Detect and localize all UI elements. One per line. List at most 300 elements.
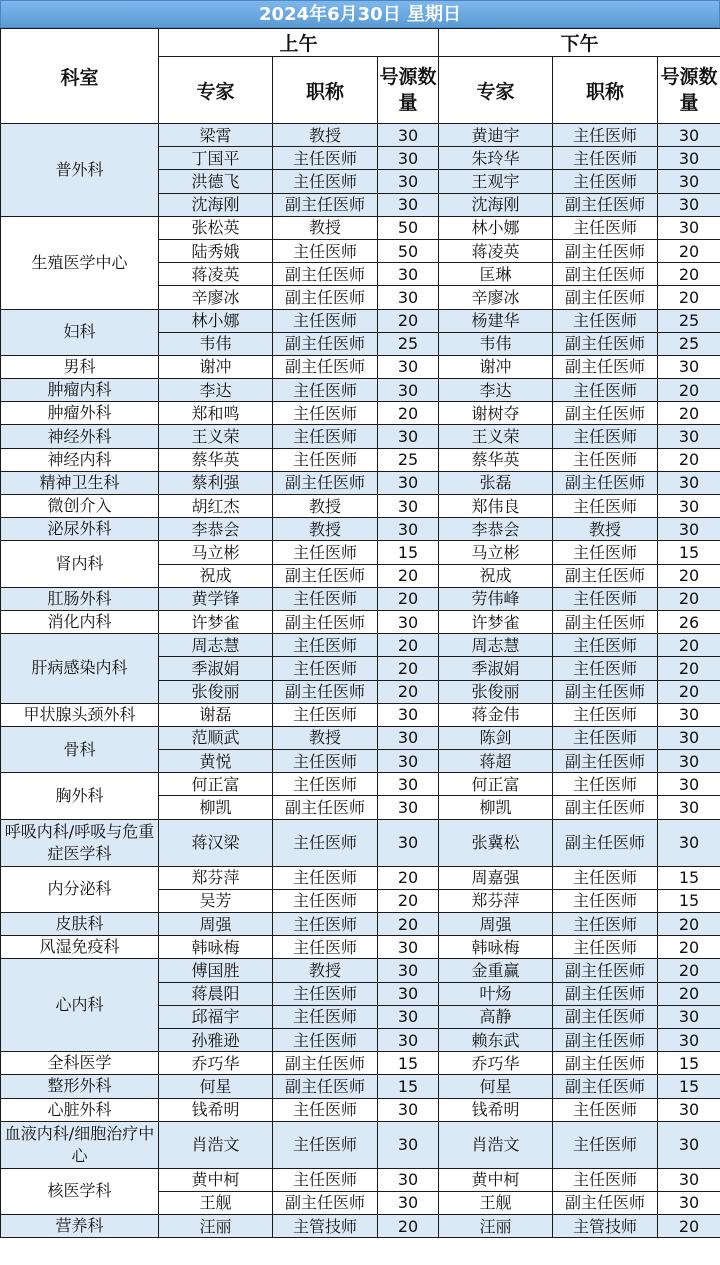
table-row bbox=[1, 936, 720, 959]
table-row bbox=[1, 703, 720, 726]
am-expert-cell: 李恭会 bbox=[159, 518, 273, 541]
department-name: 胸外科 bbox=[1, 773, 159, 819]
pm-count-cell: 30 bbox=[658, 147, 720, 170]
am-rank-cell: 主任医师 bbox=[273, 750, 378, 773]
am-rank-cell: 副主任医师 bbox=[273, 332, 378, 355]
am-rank-cell: 教授 bbox=[273, 495, 378, 518]
pm-count-cell: 20 bbox=[658, 286, 720, 309]
pm-expert-cell: 林小娜 bbox=[439, 216, 553, 239]
am-count-cell: 50 bbox=[378, 239, 439, 262]
am-expert-cell: 孙雅逊 bbox=[159, 1028, 273, 1051]
pm-rank-cell: 副主任医师 bbox=[553, 819, 658, 866]
pm-expert-cell: 钱希明 bbox=[439, 1098, 553, 1121]
pm-count-cell: 25 bbox=[658, 309, 720, 332]
am-rank-cell: 主任医师 bbox=[273, 1168, 378, 1191]
department-name: 生殖医学中心 bbox=[1, 216, 159, 309]
am-rank-cell: 主任医师 bbox=[273, 425, 378, 448]
am-rank-cell: 主任医师 bbox=[273, 1121, 378, 1168]
pm-rank-cell: 副主任医师 bbox=[553, 355, 658, 378]
table-row bbox=[1, 1052, 720, 1075]
pm-expert-cell: 匡琳 bbox=[439, 263, 553, 286]
header-afternoon: 下午 bbox=[439, 29, 720, 57]
am-expert-cell: 黄悦 bbox=[159, 750, 273, 773]
table-row bbox=[1, 610, 720, 633]
am-rank-cell: 副主任医师 bbox=[273, 1191, 378, 1214]
pm-expert-cell: 季淑娟 bbox=[439, 657, 553, 680]
table-row bbox=[1, 379, 720, 402]
pm-count-cell: 20 bbox=[658, 680, 720, 703]
pm-rank-cell: 主任医师 bbox=[553, 448, 658, 471]
department-name: 男科 bbox=[1, 355, 159, 378]
pm-count-cell: 30 bbox=[658, 773, 720, 796]
table-row bbox=[1, 1098, 720, 1121]
pm-count-cell: 20 bbox=[658, 379, 720, 402]
am-rank-cell: 主任医师 bbox=[273, 379, 378, 402]
am-rank-cell: 主任医师 bbox=[273, 866, 378, 889]
table-row bbox=[1, 448, 720, 471]
am-expert-cell: 邱福宇 bbox=[159, 1005, 273, 1028]
am-expert-cell: 柳凯 bbox=[159, 796, 273, 819]
am-rank-cell: 副主任医师 bbox=[273, 355, 378, 378]
am-count-cell: 30 bbox=[378, 819, 439, 866]
pm-count-cell: 15 bbox=[658, 1075, 720, 1098]
pm-count-cell: 30 bbox=[658, 1098, 720, 1121]
pm-expert-cell: 周嘉强 bbox=[439, 866, 553, 889]
pm-count-cell: 20 bbox=[658, 587, 720, 610]
pm-expert-cell: 谢树夺 bbox=[439, 402, 553, 425]
pm-count-cell: 25 bbox=[658, 332, 720, 355]
am-count-cell: 20 bbox=[378, 1215, 439, 1238]
am-count-cell: 30 bbox=[378, 263, 439, 286]
pm-rank-cell: 主任医师 bbox=[553, 773, 658, 796]
pm-expert-cell: 周强 bbox=[439, 913, 553, 936]
am-count-cell: 15 bbox=[378, 1075, 439, 1098]
am-count-cell: 30 bbox=[378, 936, 439, 959]
table-row bbox=[1, 124, 720, 147]
am-expert-cell: 郑和鸣 bbox=[159, 402, 273, 425]
pm-rank-cell: 副主任医师 bbox=[553, 796, 658, 819]
header-pm-rank: 职称 bbox=[553, 57, 658, 124]
pm-count-cell: 30 bbox=[658, 703, 720, 726]
pm-expert-cell: 黄迪宇 bbox=[439, 124, 553, 147]
department-name: 骨科 bbox=[1, 726, 159, 772]
table-row bbox=[1, 866, 720, 889]
am-count-cell: 30 bbox=[378, 425, 439, 448]
pm-count-cell: 30 bbox=[658, 471, 720, 494]
pm-expert-cell: 王义荣 bbox=[439, 425, 553, 448]
am-count-cell: 20 bbox=[378, 309, 439, 332]
department-name: 内分泌科 bbox=[1, 866, 159, 912]
am-count-cell: 30 bbox=[378, 124, 439, 147]
pm-expert-cell: 黄中柯 bbox=[439, 1168, 553, 1191]
pm-rank-cell: 副主任医师 bbox=[553, 1052, 658, 1075]
am-count-cell: 30 bbox=[378, 1191, 439, 1214]
am-expert-cell: 蒋汉梁 bbox=[159, 819, 273, 866]
am-rank-cell: 副主任医师 bbox=[273, 471, 378, 494]
pm-count-cell: 30 bbox=[658, 124, 720, 147]
am-count-cell: 30 bbox=[378, 193, 439, 216]
pm-rank-cell: 副主任医师 bbox=[553, 286, 658, 309]
department-name: 泌尿外科 bbox=[1, 518, 159, 541]
schedule-table bbox=[0, 28, 720, 1238]
pm-expert-cell: 肖浩文 bbox=[439, 1121, 553, 1168]
table-row bbox=[1, 355, 720, 378]
am-rank-cell: 教授 bbox=[273, 726, 378, 749]
header-pm-expert: 专家 bbox=[439, 57, 553, 124]
am-rank-cell: 主任医师 bbox=[273, 587, 378, 610]
table-row bbox=[1, 495, 720, 518]
am-count-cell: 30 bbox=[378, 495, 439, 518]
pm-rank-cell: 副主任医师 bbox=[553, 959, 658, 982]
pm-rank-cell: 副主任医师 bbox=[553, 239, 658, 262]
table-row bbox=[1, 773, 720, 796]
am-count-cell: 30 bbox=[378, 1005, 439, 1028]
pm-expert-cell: 李达 bbox=[439, 379, 553, 402]
pm-expert-cell: 祝成 bbox=[439, 564, 553, 587]
table-row bbox=[1, 634, 720, 657]
pm-rank-cell: 副主任医师 bbox=[553, 564, 658, 587]
department-name: 肾内科 bbox=[1, 541, 159, 587]
pm-count-cell: 15 bbox=[658, 889, 720, 912]
table-row bbox=[1, 726, 720, 749]
am-rank-cell: 副主任医师 bbox=[273, 1052, 378, 1075]
am-expert-cell: 蒋凌英 bbox=[159, 263, 273, 286]
pm-rank-cell: 主任医师 bbox=[553, 541, 658, 564]
table-row bbox=[1, 471, 720, 494]
am-expert-cell: 蒋晨阳 bbox=[159, 982, 273, 1005]
am-expert-cell: 周强 bbox=[159, 913, 273, 936]
pm-count-cell: 20 bbox=[658, 448, 720, 471]
pm-expert-cell: 乔巧华 bbox=[439, 1052, 553, 1075]
am-expert-cell: 林小娜 bbox=[159, 309, 273, 332]
am-rank-cell: 副主任医师 bbox=[273, 286, 378, 309]
department-name: 营养科 bbox=[1, 1215, 159, 1238]
am-rank-cell: 教授 bbox=[273, 216, 378, 239]
pm-count-cell: 15 bbox=[658, 866, 720, 889]
am-expert-cell: 丁国平 bbox=[159, 147, 273, 170]
am-expert-cell: 季淑娟 bbox=[159, 657, 273, 680]
pm-count-cell: 30 bbox=[658, 355, 720, 378]
pm-rank-cell: 主任医师 bbox=[553, 170, 658, 193]
am-rank-cell: 主任医师 bbox=[273, 239, 378, 262]
table-row bbox=[1, 216, 720, 239]
am-expert-cell: 肖浩文 bbox=[159, 1121, 273, 1168]
pm-count-cell: 30 bbox=[658, 796, 720, 819]
pm-rank-cell: 主任医师 bbox=[553, 657, 658, 680]
am-rank-cell: 主任医师 bbox=[273, 309, 378, 332]
department-name: 甲状腺头颈外科 bbox=[1, 703, 159, 726]
pm-count-cell: 30 bbox=[658, 495, 720, 518]
pm-rank-cell: 教授 bbox=[553, 518, 658, 541]
pm-rank-cell: 主任医师 bbox=[553, 495, 658, 518]
am-expert-cell: 谢磊 bbox=[159, 703, 273, 726]
pm-expert-cell: 高静 bbox=[439, 1005, 553, 1028]
am-count-cell: 15 bbox=[378, 1052, 439, 1075]
am-expert-cell: 马立彬 bbox=[159, 541, 273, 564]
am-rank-cell: 主任医师 bbox=[273, 1098, 378, 1121]
department-name: 妇科 bbox=[1, 309, 159, 355]
pm-expert-cell: 蒋超 bbox=[439, 750, 553, 773]
am-expert-cell: 韦伟 bbox=[159, 332, 273, 355]
department-name: 肛肠外科 bbox=[1, 587, 159, 610]
header-am-expert: 专家 bbox=[159, 57, 273, 124]
am-count-cell: 30 bbox=[378, 518, 439, 541]
am-rank-cell: 主任医师 bbox=[273, 982, 378, 1005]
pm-count-cell: 30 bbox=[658, 1168, 720, 1191]
pm-expert-cell: 汪丽 bbox=[439, 1215, 553, 1238]
am-expert-cell: 胡红杰 bbox=[159, 495, 273, 518]
pm-rank-cell: 主任医师 bbox=[553, 216, 658, 239]
table-row bbox=[1, 959, 720, 982]
am-expert-cell: 黄中柯 bbox=[159, 1168, 273, 1191]
pm-count-cell: 15 bbox=[658, 541, 720, 564]
am-rank-cell: 主任医师 bbox=[273, 448, 378, 471]
pm-rank-cell: 主任医师 bbox=[553, 889, 658, 912]
am-count-cell: 20 bbox=[378, 657, 439, 680]
pm-count-cell: 30 bbox=[658, 819, 720, 866]
pm-rank-cell: 副主任医师 bbox=[553, 402, 658, 425]
department-name: 神经外科 bbox=[1, 425, 159, 448]
am-expert-cell: 陆秀娥 bbox=[159, 239, 273, 262]
am-rank-cell: 教授 bbox=[273, 959, 378, 982]
am-rank-cell: 主管技师 bbox=[273, 1215, 378, 1238]
am-count-cell: 30 bbox=[378, 1028, 439, 1051]
am-expert-cell: 王义荣 bbox=[159, 425, 273, 448]
am-rank-cell: 主任医师 bbox=[273, 170, 378, 193]
am-count-cell: 20 bbox=[378, 564, 439, 587]
header-am-count: 号源数量 bbox=[378, 57, 439, 124]
am-count-cell: 25 bbox=[378, 448, 439, 471]
am-expert-cell: 范顺武 bbox=[159, 726, 273, 749]
am-expert-cell: 周志慧 bbox=[159, 634, 273, 657]
am-count-cell: 30 bbox=[378, 1098, 439, 1121]
am-rank-cell: 主任医师 bbox=[273, 889, 378, 912]
table-row bbox=[1, 913, 720, 936]
pm-expert-cell: 叶炀 bbox=[439, 982, 553, 1005]
department-name: 肿瘤外科 bbox=[1, 402, 159, 425]
pm-count-cell: 20 bbox=[658, 657, 720, 680]
pm-rank-cell: 副主任医师 bbox=[553, 1028, 658, 1051]
am-expert-cell: 汪丽 bbox=[159, 1215, 273, 1238]
pm-count-cell: 20 bbox=[658, 402, 720, 425]
am-rank-cell: 副主任医师 bbox=[273, 263, 378, 286]
am-rank-cell: 主任医师 bbox=[273, 703, 378, 726]
table-body bbox=[1, 124, 720, 1238]
am-count-cell: 20 bbox=[378, 913, 439, 936]
am-expert-cell: 黄学锋 bbox=[159, 587, 273, 610]
pm-count-cell: 30 bbox=[658, 1121, 720, 1168]
am-expert-cell: 钱希明 bbox=[159, 1098, 273, 1121]
pm-rank-cell: 副主任医师 bbox=[553, 680, 658, 703]
pm-count-cell: 20 bbox=[658, 913, 720, 936]
pm-expert-cell: 金重赢 bbox=[439, 959, 553, 982]
am-expert-cell: 洪德飞 bbox=[159, 170, 273, 193]
table-row bbox=[1, 425, 720, 448]
pm-rank-cell: 主管技师 bbox=[553, 1215, 658, 1238]
pm-rank-cell: 副主任医师 bbox=[553, 193, 658, 216]
am-count-cell: 20 bbox=[378, 680, 439, 703]
pm-count-cell: 20 bbox=[658, 1215, 720, 1238]
pm-rank-cell: 副主任医师 bbox=[553, 750, 658, 773]
am-expert-cell: 许梦雀 bbox=[159, 610, 273, 633]
pm-rank-cell: 主任医师 bbox=[553, 703, 658, 726]
am-rank-cell: 教授 bbox=[273, 124, 378, 147]
am-count-cell: 25 bbox=[378, 332, 439, 355]
pm-count-cell: 30 bbox=[658, 1191, 720, 1214]
pm-rank-cell: 副主任医师 bbox=[553, 1191, 658, 1214]
pm-expert-cell: 韩咏梅 bbox=[439, 936, 553, 959]
am-count-cell: 20 bbox=[378, 866, 439, 889]
pm-rank-cell: 主任医师 bbox=[553, 147, 658, 170]
pm-expert-cell: 韦伟 bbox=[439, 332, 553, 355]
pm-count-cell: 20 bbox=[658, 263, 720, 286]
pm-count-cell: 30 bbox=[658, 193, 720, 216]
am-count-cell: 30 bbox=[378, 610, 439, 633]
pm-expert-cell: 柳凯 bbox=[439, 796, 553, 819]
table-header bbox=[1, 29, 720, 124]
department-name: 普外科 bbox=[1, 124, 159, 217]
pm-expert-cell: 杨建华 bbox=[439, 309, 553, 332]
am-count-cell: 30 bbox=[378, 471, 439, 494]
am-expert-cell: 辛廖冰 bbox=[159, 286, 273, 309]
department-name: 核医学科 bbox=[1, 1168, 159, 1214]
pm-rank-cell: 主任医师 bbox=[553, 913, 658, 936]
am-rank-cell: 主任医师 bbox=[273, 819, 378, 866]
am-count-cell: 20 bbox=[378, 634, 439, 657]
am-rank-cell: 主任医师 bbox=[273, 936, 378, 959]
header-pm-count: 号源数量 bbox=[658, 57, 720, 124]
pm-rank-cell: 主任医师 bbox=[553, 634, 658, 657]
pm-expert-cell: 张冀松 bbox=[439, 819, 553, 866]
pm-expert-cell: 蔡华英 bbox=[439, 448, 553, 471]
pm-count-cell: 20 bbox=[658, 936, 720, 959]
am-count-cell: 30 bbox=[378, 1121, 439, 1168]
am-rank-cell: 主任医师 bbox=[273, 634, 378, 657]
am-count-cell: 30 bbox=[378, 982, 439, 1005]
pm-expert-cell: 劳伟峰 bbox=[439, 587, 553, 610]
pm-count-cell: 30 bbox=[658, 726, 720, 749]
pm-expert-cell: 朱玲华 bbox=[439, 147, 553, 170]
am-count-cell: 30 bbox=[378, 773, 439, 796]
am-rank-cell: 主任医师 bbox=[273, 541, 378, 564]
am-count-cell: 30 bbox=[378, 750, 439, 773]
am-rank-cell: 副主任医师 bbox=[273, 680, 378, 703]
am-count-cell: 30 bbox=[378, 959, 439, 982]
department-name: 心脏外科 bbox=[1, 1098, 159, 1121]
am-expert-cell: 张松英 bbox=[159, 216, 273, 239]
department-name: 消化内科 bbox=[1, 610, 159, 633]
pm-rank-cell: 副主任医师 bbox=[553, 1075, 658, 1098]
pm-expert-cell: 沈海刚 bbox=[439, 193, 553, 216]
pm-expert-cell: 张磊 bbox=[439, 471, 553, 494]
am-rank-cell: 主任医师 bbox=[273, 402, 378, 425]
am-rank-cell: 主任医师 bbox=[273, 913, 378, 936]
department-name: 皮肤科 bbox=[1, 913, 159, 936]
pm-expert-cell: 陈剑 bbox=[439, 726, 553, 749]
am-expert-cell: 韩咏梅 bbox=[159, 936, 273, 959]
am-expert-cell: 张俊丽 bbox=[159, 680, 273, 703]
am-count-cell: 50 bbox=[378, 216, 439, 239]
pm-count-cell: 30 bbox=[658, 170, 720, 193]
pm-rank-cell: 副主任医师 bbox=[553, 471, 658, 494]
pm-rank-cell: 副主任医师 bbox=[553, 610, 658, 633]
pm-count-cell: 20 bbox=[658, 239, 720, 262]
am-count-cell: 20 bbox=[378, 587, 439, 610]
pm-expert-cell: 辛廖冰 bbox=[439, 286, 553, 309]
department-name: 精神卫生科 bbox=[1, 471, 159, 494]
pm-count-cell: 20 bbox=[658, 982, 720, 1005]
department-name: 肿瘤内科 bbox=[1, 379, 159, 402]
header-morning: 上午 bbox=[159, 29, 439, 57]
am-rank-cell: 主任医师 bbox=[273, 657, 378, 680]
pm-expert-cell: 谢冲 bbox=[439, 355, 553, 378]
am-rank-cell: 副主任医师 bbox=[273, 564, 378, 587]
pm-rank-cell: 主任医师 bbox=[553, 587, 658, 610]
pm-count-cell: 20 bbox=[658, 959, 720, 982]
pm-expert-cell: 何正富 bbox=[439, 773, 553, 796]
pm-rank-cell: 主任医师 bbox=[553, 936, 658, 959]
am-expert-cell: 蔡利强 bbox=[159, 471, 273, 494]
department-name: 肝病感染内科 bbox=[1, 634, 159, 704]
department-name: 风湿免疫科 bbox=[1, 936, 159, 959]
pm-expert-cell: 蒋凌英 bbox=[439, 239, 553, 262]
am-expert-cell: 祝成 bbox=[159, 564, 273, 587]
am-expert-cell: 谢冲 bbox=[159, 355, 273, 378]
am-count-cell: 20 bbox=[378, 889, 439, 912]
am-expert-cell: 郑芬萍 bbox=[159, 866, 273, 889]
table-row bbox=[1, 587, 720, 610]
table-row bbox=[1, 819, 720, 866]
pm-rank-cell: 主任医师 bbox=[553, 1098, 658, 1121]
am-count-cell: 30 bbox=[378, 1168, 439, 1191]
am-count-cell: 30 bbox=[378, 286, 439, 309]
pm-rank-cell: 主任医师 bbox=[553, 309, 658, 332]
table-row bbox=[1, 1215, 720, 1238]
pm-rank-cell: 副主任医师 bbox=[553, 332, 658, 355]
am-expert-cell: 蔡华英 bbox=[159, 448, 273, 471]
am-rank-cell: 副主任医师 bbox=[273, 796, 378, 819]
am-count-cell: 30 bbox=[378, 726, 439, 749]
am-expert-cell: 李达 bbox=[159, 379, 273, 402]
pm-expert-cell: 许梦雀 bbox=[439, 610, 553, 633]
am-count-cell: 30 bbox=[378, 170, 439, 193]
department-name: 全科医学 bbox=[1, 1052, 159, 1075]
am-count-cell: 30 bbox=[378, 147, 439, 170]
am-count-cell: 30 bbox=[378, 379, 439, 402]
am-count-cell: 20 bbox=[378, 402, 439, 425]
am-count-cell: 30 bbox=[378, 796, 439, 819]
pm-count-cell: 30 bbox=[658, 425, 720, 448]
pm-rank-cell: 主任医师 bbox=[553, 425, 658, 448]
pm-count-cell: 20 bbox=[658, 564, 720, 587]
pm-expert-cell: 赖东武 bbox=[439, 1028, 553, 1051]
pm-expert-cell: 郑芬萍 bbox=[439, 889, 553, 912]
am-count-cell: 30 bbox=[378, 703, 439, 726]
pm-rank-cell: 主任医师 bbox=[553, 379, 658, 402]
am-expert-cell: 沈海刚 bbox=[159, 193, 273, 216]
schedule-title: 2024年6月30日 星期日 bbox=[0, 0, 720, 28]
pm-count-cell: 20 bbox=[658, 634, 720, 657]
pm-count-cell: 30 bbox=[658, 1028, 720, 1051]
table-row bbox=[1, 1121, 720, 1168]
pm-count-cell: 15 bbox=[658, 1052, 720, 1075]
department-name: 整形外科 bbox=[1, 1075, 159, 1098]
pm-rank-cell: 主任医师 bbox=[553, 124, 658, 147]
am-rank-cell: 副主任医师 bbox=[273, 1075, 378, 1098]
pm-expert-cell: 郑伟良 bbox=[439, 495, 553, 518]
am-count-cell: 15 bbox=[378, 541, 439, 564]
am-rank-cell: 主任医师 bbox=[273, 773, 378, 796]
